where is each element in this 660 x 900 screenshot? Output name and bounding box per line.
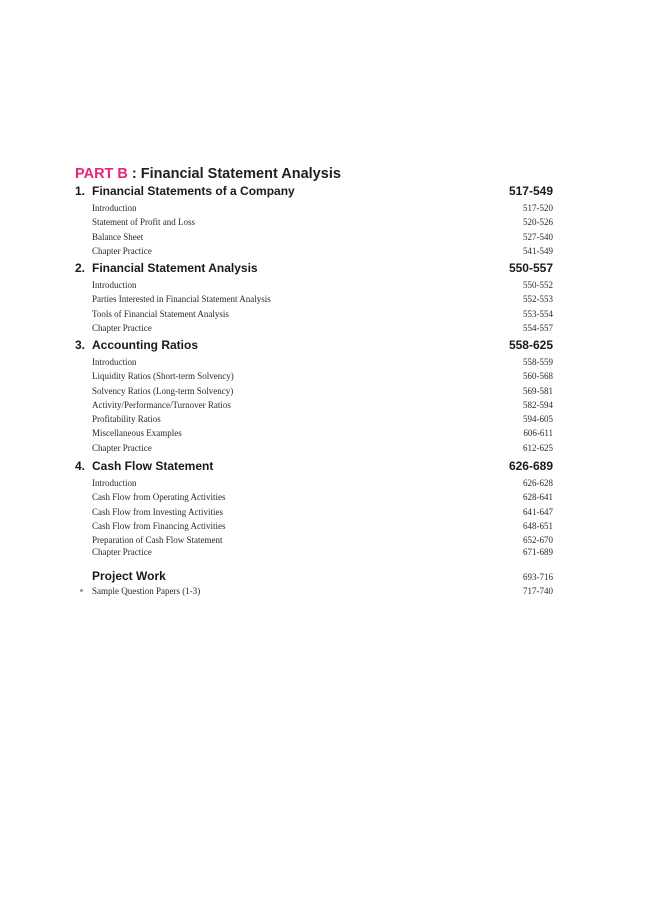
chapter-number: 4. [75, 459, 86, 473]
chapter-pages: 558-625 [508, 338, 553, 352]
topic-row [0, 427, 660, 441]
topic-row [0, 442, 660, 456]
topic-label[interactable]: Chapter Practice [92, 322, 152, 333]
topic-label[interactable]: Statement of Profit and Loss [92, 217, 195, 228]
topic-label[interactable]: Preparation of Cash Flow Statement [92, 535, 223, 546]
topic-pages: 517-520 [523, 203, 553, 213]
topic-row [0, 245, 660, 259]
topic-row [0, 399, 660, 413]
topic-label[interactable]: Chapter Practice [92, 547, 152, 558]
topic-pages: 606-611 [523, 428, 553, 439]
topic-label[interactable]: Tools of Financial Statement Analysis [92, 308, 229, 319]
topic-row [0, 216, 660, 230]
part-separator: : [127, 166, 141, 182]
topic-pages: 558-559 [523, 357, 553, 367]
chapter-pages: 626-689 [508, 459, 553, 473]
topic-row [0, 322, 660, 336]
topic-row [0, 520, 660, 534]
topic-label[interactable]: Introduction [92, 203, 137, 213]
topic-pages: 554-557 [523, 322, 553, 333]
topic-pages: 553-554 [523, 308, 553, 319]
sample-papers-pages: 717-740 [523, 586, 553, 596]
topic-label[interactable]: Cash Flow from Financing Activities [92, 520, 226, 531]
chapter-title[interactable]: Accounting Ratios [92, 338, 199, 352]
topic-label[interactable]: Balance Sheet [92, 231, 144, 242]
topic-label[interactable]: Solvency Ratios (Long-term Solvency) [92, 385, 234, 396]
topic-pages: 652-670 [523, 535, 553, 546]
topic-label[interactable]: Introduction [92, 478, 137, 488]
topic-pages: 671-689 [523, 547, 553, 558]
topic-row [0, 370, 660, 384]
topic-pages: 612-625 [523, 442, 553, 453]
topic-label[interactable]: Chapter Practice [92, 245, 152, 256]
topic-label[interactable]: Liquidity Ratios (Short-term Solvency) [92, 371, 234, 382]
chapter-title[interactable]: Financial Statement Analysis [92, 261, 258, 275]
chapter-1 [0, 184, 660, 259]
chapter-number: 2. [75, 261, 86, 275]
topic-label[interactable]: Introduction [92, 280, 137, 290]
topic-pages: 628-641 [523, 492, 553, 503]
topic-pages: 527-540 [523, 231, 553, 242]
topic-label[interactable]: Profitability Ratios [92, 414, 161, 425]
topic-pages: 626-628 [523, 478, 553, 488]
topic-pages: 552-553 [523, 294, 553, 305]
topic-row [0, 231, 660, 245]
topic-pages: 648-651 [523, 520, 553, 531]
topic-row [0, 293, 660, 307]
topic-pages: 520-526 [523, 217, 553, 228]
topic-label[interactable]: Cash Flow from Investing Activities [92, 506, 223, 517]
chapter-pages: 550-557 [508, 261, 553, 275]
chapter-title[interactable]: Cash Flow Statement [92, 459, 214, 473]
part-heading [75, 166, 341, 182]
chapter-2 [0, 261, 660, 336]
topic-pages: 569-581 [523, 385, 553, 396]
topic-row [0, 356, 660, 370]
topic-label[interactable]: Activity/Performance/Turnover Ratios [92, 399, 231, 410]
topic-label[interactable]: Cash Flow from Operating Activities [92, 492, 226, 503]
topic-row [0, 385, 660, 399]
chapter-3 [0, 338, 660, 456]
chapter-number: 1. [75, 184, 86, 198]
topic-pages: 641-647 [523, 506, 553, 517]
topic-row [0, 308, 660, 322]
chapter-pages: 517-549 [508, 184, 553, 198]
topic-pages: 560-568 [523, 371, 553, 382]
topic-row [0, 534, 660, 546]
topic-row [0, 413, 660, 427]
part-label: PART B [75, 166, 128, 182]
topic-label[interactable]: Miscellaneous Examples [92, 428, 182, 439]
topic-pages: 541-549 [523, 245, 553, 256]
part-title: Financial Statement Analysis [140, 166, 341, 182]
project-work-title[interactable]: Project Work [92, 569, 166, 583]
topic-row [0, 202, 660, 216]
sample-papers-label[interactable]: Sample Question Papers (1-3) [92, 586, 201, 596]
topic-row [0, 477, 660, 491]
topic-pages: 582-594 [523, 399, 553, 410]
topic-label[interactable]: Chapter Practice [92, 442, 152, 453]
topic-row [0, 279, 660, 293]
topic-label[interactable]: Introduction [92, 357, 137, 367]
bullet-icon [80, 589, 83, 592]
topic-pages: 594-605 [523, 414, 553, 425]
project-work-pages: 693-716 [523, 572, 553, 582]
topic-label[interactable]: Parties Interested in Financial Statement Analysis [92, 294, 271, 305]
topic-pages: 550-552 [523, 280, 553, 290]
chapter-4 [0, 459, 660, 560]
topic-row [0, 506, 660, 520]
topic-row [0, 546, 660, 560]
chapter-number: 3. [75, 338, 86, 352]
topic-row [0, 491, 660, 505]
chapter-title[interactable]: Financial Statements of a Company [92, 184, 295, 198]
